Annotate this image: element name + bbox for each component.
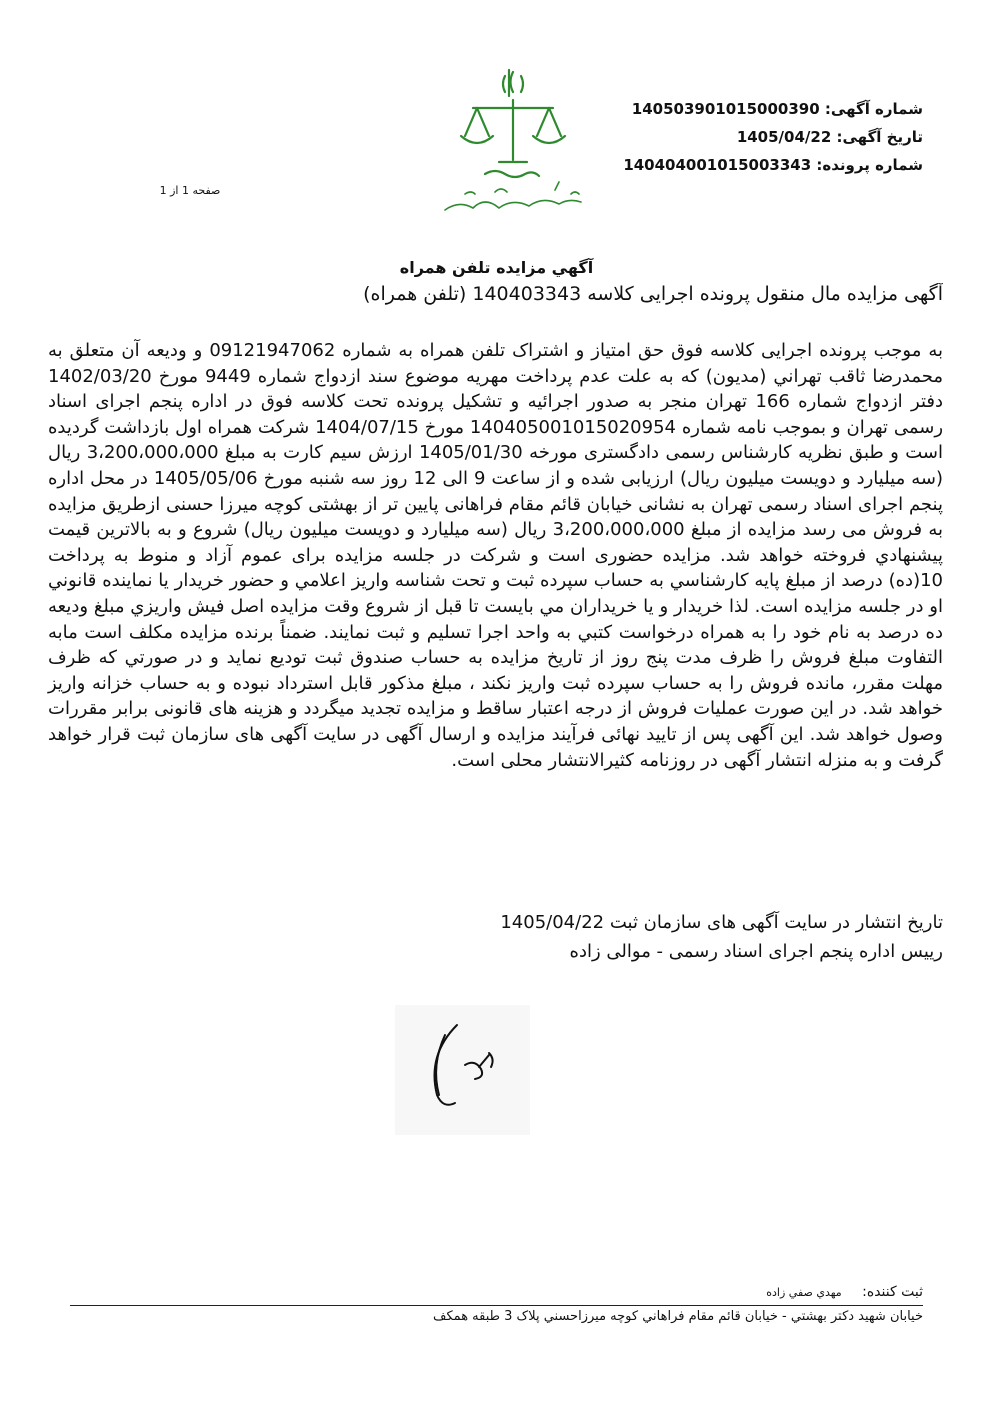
footer-divider	[70, 1305, 923, 1306]
registrar	[523, 1284, 923, 1300]
notice-number: شماره آگهی: 140503901015000390	[631, 100, 923, 118]
judiciary-logo	[425, 62, 615, 222]
scales-of-justice-icon	[425, 62, 615, 222]
signatory: رییس اداره پنجم اجرای اسناد رسمی - موالی زاده	[569, 941, 943, 962]
notice-date: تاریخ آگهی: 1405/04/22	[736, 128, 923, 146]
case-number: شماره پرونده: 140404001015003343	[623, 156, 923, 174]
registrar-name: مهدي صفي زاده	[766, 1286, 842, 1299]
notice-meta	[593, 95, 923, 179]
publication-block	[50, 908, 943, 966]
notice-body: به موجب پرونده اجرایی کلاسه فوق حق امتیاز و اشتراک تلفن همراه به شماره 09121947062 و ودیعه آن متعلق به محمدرضا ثاقب تهراني (مديون) که به علت عدم پرداخت مهریه موضوع سند ازدواج شماره 9449 مورخ 1402/03/20 دفتر ازدواج شماره 166 تهران منجر به صدور اجرائیه و تشکیل پرونده تحت کلاسه فوق در اداره پنجم اجرای اسناد رسمی تهران و بموجب نامه شماره 140405001015020954 مورخ 1404/07/15 شرکت همراه اول بازداشت گردیده است و طبق نظریه کارشناس رسمی دادگستری مورخه 1405/01/30 ارزش سیم کارت به مبلغ 3،200،000،000 ریال (سه میلیارد و دویست میلیون ریال) ارزیابی شده و از ساعت 9 الی 12 روز سه شنبه مورخ 1405/05/06 در محل اداره پنجم اجرای اسناد رسمی تهران به نشانی خیابان قائم مقام فراهانی پایین تر از بهشتی کوچه میرزا حسنی ازطریق مزایده به فروش می رسد مزایده از مبلغ 3،200،000،000 ریال (سه میلیارد و دویست میلیون ریال) شروع و به بالاترین قیمت پیشنهادي فروخته خواهد شد. مزایده حضوری است و شرکت در جلسه مزایده برای عموم آزاد و منوط به پرداخت 10(ده) درصد از مبلغ پایه کارشناسي به حساب سپرده ثبت و تحت شناسه واریز اعلامي و حضور خریدار یا نماینده قانوني او در جلسه مزایده است. لذا خریدار و یا خریداران مي بایست تا قبل از شروع وقت مزایده اصل فیش واریزي مبلغ ودیعه ده درصد به نام خود را به همراه درخواست کتبي به واحد اجرا تسلیم و ثبت نمایند. ضمناً برنده مزایده مکلف است مابه التفاوت مبلغ فروش را ظرف مدت پنج روز از تاریخ مزایده به حساب صندوق ثبت تودیع نماید و در صورتي که ظرف مهلت مقرر، مانده فروش را به حساب سپرده ثبت واریز نکند ، مبلغ مذکور قابل استرداد نبوده و به حساب خزانه واریز خواهد شد. در این صورت عملیات فروش از درجه اعتبار ساقط و مزایده تجدید میگردد و هزینه های قانونی برابر مقررات وصول خواهد شد. این آگهی پس از تایید نهائی فرآیند مزایده و ارسال آگهی در سایت آگهی های سازمان ثبت قرار خواهد گرفت و به منزله انتشار آگهی در روزنامه کثیرالانتشار محلی است.	[48, 340, 944, 771]
registrar-label: ثبت کننده:	[862, 1284, 923, 1300]
notice-title: آگهي مزايده تلفن همراه	[399, 258, 594, 277]
notice-subtitle: آگهی مزایده مال منقول پرونده اجرایی کلاسه 140403343 (تلفن همراه)	[363, 283, 943, 305]
office-address: خيابان شهيد دکتر بهشتي - خيابان قائم مقام فراهاني کوچه ميرزاحسني پلاک 3 طبقه همکف	[433, 1309, 923, 1324]
page-number: صفحه 1 از 1	[159, 184, 221, 197]
publication-date: تاریخ انتشار در سایت آگهی های سازمان ثبت 1405/04/22	[500, 912, 943, 933]
handwritten-signature	[395, 1005, 530, 1135]
